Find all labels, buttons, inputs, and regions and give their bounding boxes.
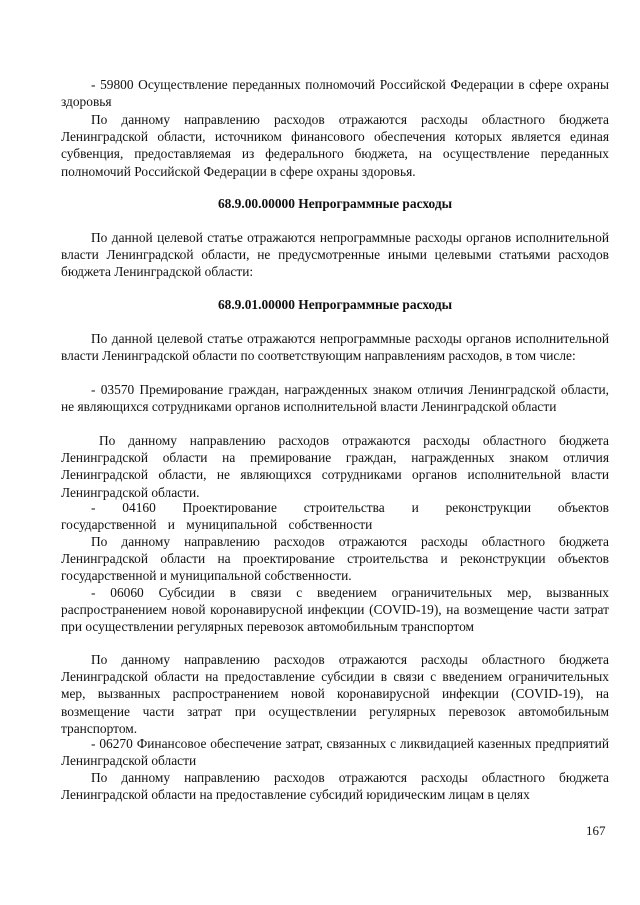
paragraph-04160-description: По данному направлению расходов отражаются расходы областного бюджета Ленинградской области на проектирование строительства и реконструкции объектов государственной и муниципальной собственности.	[61, 534, 609, 584]
paragraph-03570-description: По данному направлению расходов отражаются расходы областного бюджета Ленинградской области на премирование граждан, награжденных знаком отличия Ленинградской области, не являющихся сотрудниками органов исполнительной власти Ленинградской области.	[61, 433, 609, 500]
section-heading-68-9-00: 68.9.00.00000 Непрограммные расходы	[217, 196, 453, 211]
paragraph-68-9-00-description: По данной целевой статье отражаются непрограммные расходы органов исполнительной власти Ленинградской области, не предусмотренные иными целевыми статьями расходов бюджета Ленинградской области:	[61, 230, 609, 280]
paragraph-59800: - 59800 Осуществление переданных полномочий Российской Федерации в сфере охраны здоровья	[61, 77, 609, 110]
paragraph-06060: - 06060 Субсидии в связи с введением ограничительных мер, вызванных распространением новой коронавирусной инфекции (COVID-19), на возмещение части затрат при осуществлении регулярных перевозок автомобильным транспортом	[61, 585, 609, 635]
paragraph-06060-description: По данному направлению расходов отражаются расходы областного бюджета Ленинградской области на предоставление субсидии в связи с введением ограничительных мер, вызванных распространением новой коронавирусной инфекции (COVID-19), на возмещение части затрат при осуществлении регулярных перевозок автомобильным транспортом.	[61, 652, 609, 736]
section-heading-68-9-01: 68.9.01.00000 Непрограммные расходы	[217, 297, 453, 312]
paragraph-04160: - 04160 Проектирование строительства и реконструкции объектов государственной и муниципальной собственности	[61, 500, 609, 533]
paragraph-59800-description: По данному направлению расходов отражаются расходы областного бюджета Ленинградской области, источником финансового обеспечения которых является единая субвенция, предоставляемая из федерального бюджета, на осуществление переданных полномочий Российской Федерации в сфере охраны здоровья.	[61, 112, 609, 179]
paragraph-68-9-01-description: По данной целевой статье отражаются непрограммные расходы органов исполнительной власти Ленинградской области по соответствующим направлениям расходов, в том числе:	[61, 331, 609, 364]
paragraph-03570: - 03570 Премирование граждан, награжденных знаком отличия Ленинградской области, не являющихся сотрудниками органов исполнительной власти Ленинградской области	[61, 382, 609, 415]
paragraph-06270: - 06270 Финансовое обеспечение затрат, связанных с ликвидацией казенных предприятий Ленинградской области	[61, 736, 609, 769]
paragraph-06270-description: По данному направлению расходов отражаются расходы областного бюджета Ленинградской области на предоставление субсидий юридическим лицам в целях	[61, 770, 609, 803]
page-number: 167	[586, 823, 606, 838]
